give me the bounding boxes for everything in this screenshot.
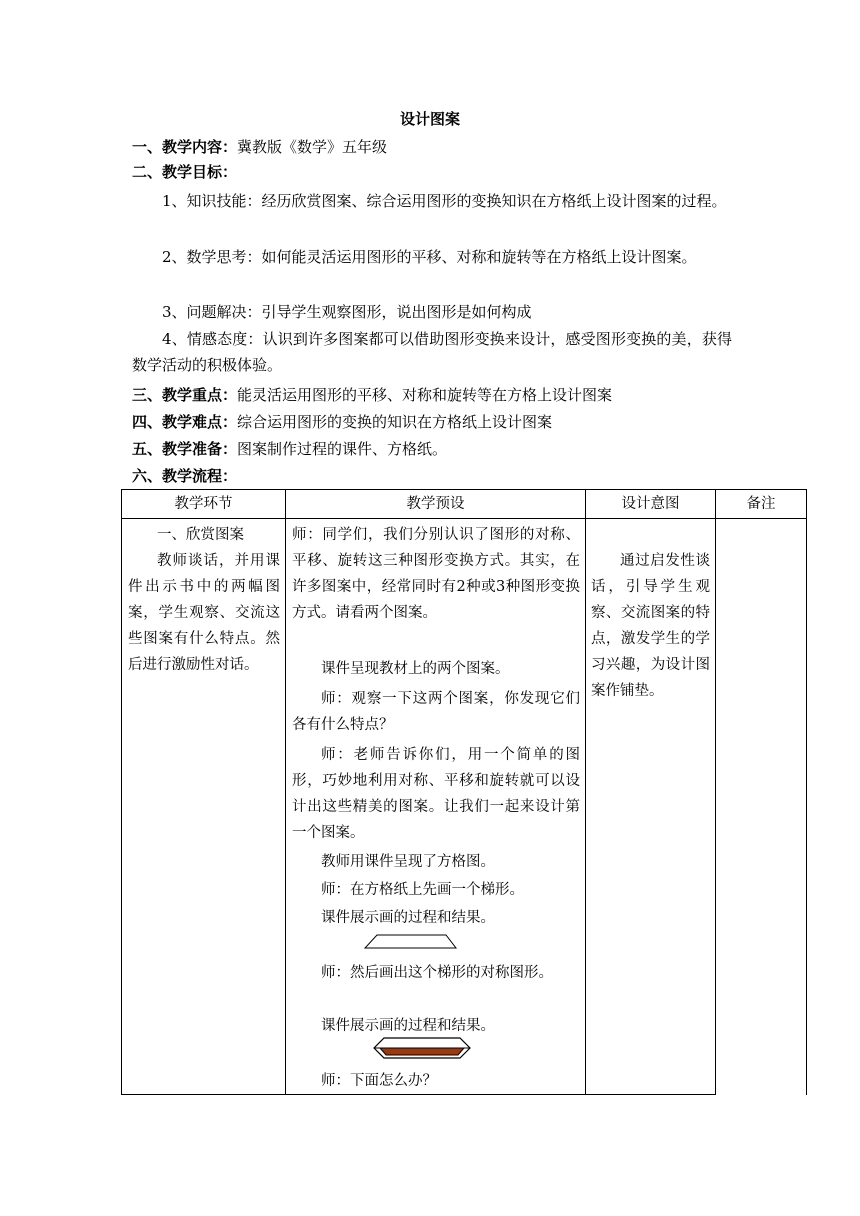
teaching-focus-text: 能灵活运用图形的平移、对称和旋转等在方格上设计图案: [237, 386, 613, 404]
trapezoid-figure: [360, 932, 460, 952]
goal-attitude: 4、情感态度：认识到许多图案都可以借助图形变换来设计，感受图形变换的美，获得数学活动的积极体验。: [132, 330, 732, 374]
header-teaching-plan: 教学预设: [406, 496, 465, 512]
teaching-flow-heading: [132, 465, 732, 487]
teaching-focus-line: [132, 384, 732, 406]
header-design-intent: 设计意图: [621, 496, 680, 512]
table-col-divider-3: [715, 489, 716, 1095]
table-col-divider-1: [285, 489, 286, 1095]
teaching-flow-label: 六、教学流程：: [132, 467, 238, 485]
teaching-difficulty-text: 综合运用图形的变换的知识在方格纸上设计图案: [237, 413, 553, 431]
teaching-difficulty-label: 四、教学难点：: [132, 413, 238, 431]
table-left-border: [121, 489, 122, 1095]
plan-observe-question: 师：观察一下这两个图案，你发现它们各有什么特点？: [292, 691, 580, 733]
teaching-difficulty-line: [132, 411, 732, 433]
table-header-border: [121, 518, 806, 519]
document-title: 设计图案: [399, 110, 460, 128]
table-col-divider-2: [585, 489, 586, 1095]
plan-show-patterns: 课件呈现教材上的两个图案。: [321, 661, 510, 677]
stage-heading: 一、欣赏图案: [157, 527, 244, 543]
symmetric-trapezoid-figure: [370, 1036, 476, 1062]
plan-show-grid: 教师用课件呈现了方格图。: [321, 854, 495, 870]
design-intent-text: 通过启发性谈话，引导学生观察、交流图案的特点，激发学生的学习兴趣，为设计图案作铺垫。: [591, 553, 710, 699]
goal-thinking: 2、数学思考：如何能灵活运用图形的平移、对称和旋转等在方格纸上设计图案。: [162, 248, 697, 266]
teaching-preparation-label: 五、教学准备：: [132, 440, 238, 458]
teaching-content-text: 冀教版《数学》五年级: [237, 138, 388, 156]
teaching-goals-heading: [132, 161, 732, 183]
plan-intro: 师：同学们，我们分别认识了图形的对称、平移、旋转这三种图形变换方式。其实，在许多图案中，经常同时有2种或3种图形变换方式。请看两个图案。: [292, 527, 580, 621]
header-teaching-stage: 教学环节: [174, 496, 233, 512]
plan-show-process-1: 课件展示画的过程和结果。: [321, 910, 495, 926]
goal-problem-solving: 3、问题解决：引导学生观察图形，说出图形是如何构成: [162, 303, 532, 321]
plan-draw-symmetric: 师：然后画出这个梯形的对称图形。: [321, 965, 553, 981]
teaching-preparation-text: 图案制作过程的课件、方格纸。: [237, 440, 448, 458]
teaching-content-line: [132, 136, 732, 158]
plan-teacher-explains: 师：老师告诉你们，用一个简单的图形，巧妙地利用对称、平移和旋转就可以设计出这些精美的图案。让我们一起来设计第一个图案。: [292, 747, 580, 841]
stage-description: 教师谈话，并用课件出示书中的两幅图案，学生观察、交流这些图案有什么特点。然后进行激励性对话。: [128, 553, 280, 673]
teaching-preparation-line: [132, 438, 732, 460]
table-bottom-border: [121, 1094, 715, 1095]
plan-show-process-2: 课件展示画的过程和结果。: [321, 1018, 495, 1034]
teaching-goals-label: 二、教学目标：: [132, 163, 238, 181]
plan-draw-trapezoid: 师：在方格纸上先画一个梯形。: [321, 882, 524, 898]
goal-knowledge: 1、知识技能：经历欣赏图案、综合运用图形的变换知识在方格纸上设计图案的过程。: [162, 192, 727, 210]
plan-next-question: 师：下面怎么办？: [321, 1073, 437, 1089]
table-right-border: [806, 489, 807, 1095]
teaching-focus-label: 三、教学重点：: [132, 386, 238, 404]
teaching-content-label: 一、教学内容：: [132, 138, 238, 156]
header-remarks: 备注: [746, 496, 776, 512]
